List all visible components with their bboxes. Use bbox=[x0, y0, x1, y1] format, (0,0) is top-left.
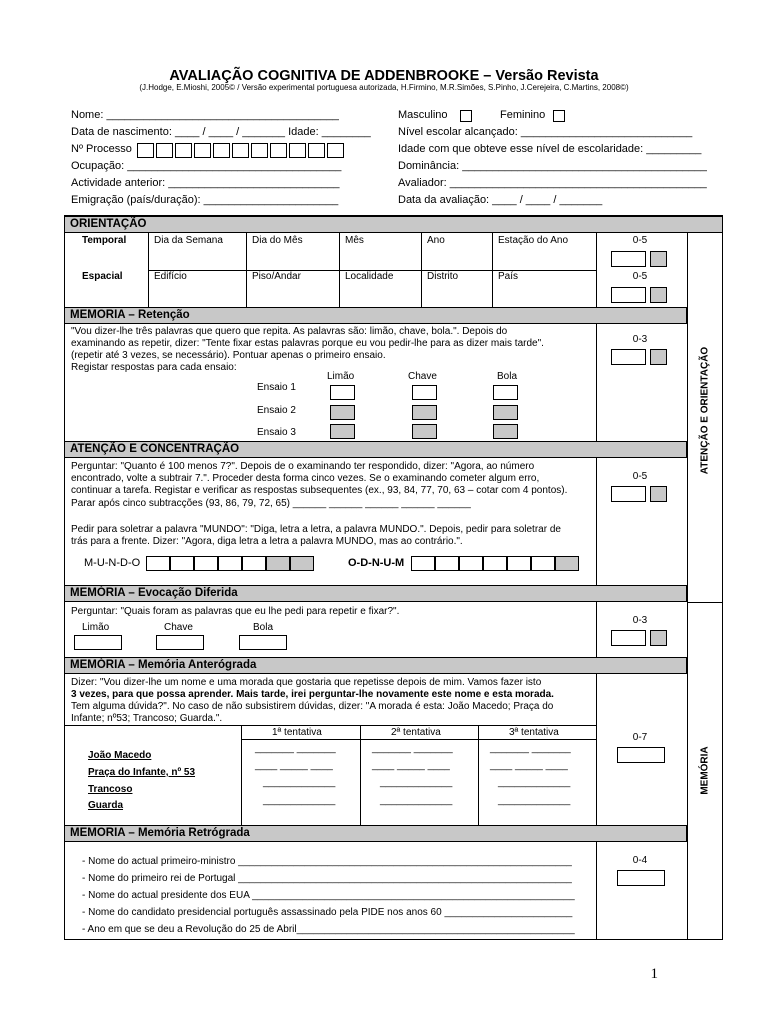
score-range: 0-7 bbox=[632, 732, 648, 743]
espacial-label: Espacial bbox=[82, 271, 123, 282]
ensaio-answer-box[interactable] bbox=[412, 385, 437, 400]
nome-field[interactable]: Nome: ______________________________________ bbox=[71, 109, 339, 121]
letter-box[interactable] bbox=[411, 556, 435, 571]
escolar-field[interactable]: Nível escolar alcançado: ____________________________ bbox=[398, 126, 693, 138]
retrograda-question[interactable]: - Ano em que se deu a Revolução do 25 de Abril__________________________________________________ bbox=[82, 924, 575, 935]
tentativa-header: 1ª tentativa bbox=[272, 727, 322, 738]
score-box[interactable] bbox=[617, 747, 665, 763]
nascimento-field[interactable]: Data de nascimento: ____ / ____ / _______ Idade: ________ bbox=[71, 126, 371, 138]
score-range: 0-4 bbox=[632, 855, 648, 866]
answer-blank[interactable]: _______ _______ bbox=[372, 743, 453, 754]
subtraction-line[interactable]: Parar após cinco subtracções (93, 86, 79, 72, 65) ______ ______ ______ ______ ______ bbox=[71, 498, 471, 509]
espacial-item: Edifício bbox=[154, 271, 187, 282]
mundo-instruction: trás para a frente. Dizer: "Agora, diga letra a letra a palavra MUNDO, mas ao contrário.". bbox=[71, 536, 463, 547]
score-range: 0-3 bbox=[632, 615, 648, 626]
retrograda-question[interactable]: - Nome do primeiro rei de Portugal ____________________________________________________________ bbox=[82, 873, 572, 884]
evocacao-answer-box[interactable] bbox=[239, 635, 287, 650]
processo-label: Nº Processo bbox=[71, 143, 132, 155]
evocacao-word: Limão bbox=[82, 622, 110, 633]
tentativa-header: 2ª tentativa bbox=[391, 727, 441, 738]
temporal-item: Ano bbox=[427, 235, 445, 246]
score-box[interactable] bbox=[617, 870, 665, 886]
letter-box[interactable] bbox=[170, 556, 194, 571]
divider bbox=[596, 458, 597, 586]
processo-digit-box[interactable] bbox=[156, 143, 173, 158]
espacial-item: Distrito bbox=[427, 271, 459, 282]
processo-digit-box[interactable] bbox=[232, 143, 249, 158]
anterograda-instruction: Infante; nº53; Trancoso; Guarda.". bbox=[71, 713, 223, 724]
retencao-instruction: examinando as repetir, dizer: "Tente fixar estas palavras porque eu vou pedir-lhe para as dizer mais tarde". bbox=[71, 338, 544, 349]
feminino-checkbox[interactable] bbox=[553, 110, 565, 122]
ensaio-answer-box[interactable] bbox=[412, 405, 437, 420]
answer-blank[interactable]: _____________ bbox=[263, 795, 336, 806]
letter-box[interactable] bbox=[194, 556, 218, 571]
divider bbox=[596, 232, 597, 308]
letter-box[interactable] bbox=[483, 556, 507, 571]
retrograda-question[interactable]: - Nome do actual primeiro-ministro ____________________________________________________________ bbox=[82, 856, 572, 867]
score-range: 0-5 bbox=[632, 271, 648, 282]
grid-line bbox=[241, 725, 242, 825]
address-line: João Macedo bbox=[88, 750, 152, 761]
max-score-box bbox=[650, 287, 667, 303]
processo-digit-box[interactable] bbox=[308, 143, 325, 158]
anterograda-instruction: 3 vezes, para que possa aprender. Mais tarde, irei perguntar-lhe novamente este nome e esta morada. bbox=[71, 689, 554, 700]
ensaio-answer-box[interactable] bbox=[493, 385, 518, 400]
answer-blank[interactable]: ____ _____ ____ bbox=[372, 760, 450, 771]
temporal-item: Estação do Ano bbox=[498, 235, 569, 246]
letter-box[interactable] bbox=[507, 556, 531, 571]
evocacao-answer-box[interactable] bbox=[74, 635, 122, 650]
retrograda-section-title: MEMORIA – Memória Retrógrada bbox=[64, 825, 687, 842]
memoria-side-label: MEMÓRIA bbox=[699, 746, 711, 795]
retencao-instruction: (repetir até 3 vezes, se necessário). Pontuar apenas o primeiro ensaio. bbox=[71, 350, 386, 361]
dominancia-field[interactable]: Dominância: ________________________________________ bbox=[398, 160, 707, 172]
divider bbox=[596, 602, 597, 658]
actividade-field[interactable]: Actividade anterior: ____________________________ bbox=[71, 177, 340, 189]
score-box[interactable] bbox=[611, 287, 646, 303]
retencao-instruction: Registar respostas para cada ensaio: bbox=[71, 362, 237, 373]
processo-digit-box[interactable] bbox=[137, 143, 154, 158]
evocacao-answer-box[interactable] bbox=[156, 635, 204, 650]
processo-digit-box[interactable] bbox=[289, 143, 306, 158]
ensaio-answer-box[interactable] bbox=[330, 405, 355, 420]
side-divider bbox=[687, 602, 723, 603]
ensaio-answer-box[interactable] bbox=[493, 424, 518, 439]
max-score-box bbox=[650, 630, 667, 646]
letter-box[interactable] bbox=[290, 556, 314, 571]
score-range: 0-3 bbox=[632, 334, 648, 345]
evocacao-word: Chave bbox=[164, 622, 193, 633]
letter-box[interactable] bbox=[555, 556, 579, 571]
temporal-item: Mês bbox=[345, 235, 364, 246]
atencao-section-title: ATENÇÃO E CONCENTRAÇÃO bbox=[64, 441, 687, 458]
divider bbox=[596, 841, 597, 940]
retencao-instruction: "Vou dizer-lhe três palavras que quero que repita. As palavras são: limão, chave, bola.". Depois do bbox=[71, 326, 508, 337]
answer-blank[interactable]: _______ _______ bbox=[490, 743, 571, 754]
mundo-label: M-U-N-D-O bbox=[84, 557, 141, 569]
answer-blank[interactable]: _______ _______ bbox=[255, 743, 336, 754]
letter-box[interactable] bbox=[531, 556, 555, 571]
score-box[interactable] bbox=[611, 630, 646, 646]
letter-box[interactable] bbox=[218, 556, 242, 571]
ensaio-answer-box[interactable] bbox=[412, 424, 437, 439]
score-box[interactable] bbox=[611, 251, 646, 267]
answer-blank[interactable]: ____ _____ ____ bbox=[490, 760, 568, 771]
feminino-label: Feminino bbox=[500, 109, 546, 121]
answer-blank[interactable]: _____________ bbox=[263, 777, 336, 788]
letter-box[interactable] bbox=[146, 556, 170, 571]
max-score-box bbox=[650, 349, 667, 365]
espacial-item: País bbox=[498, 271, 519, 282]
ensaio-label: Ensaio 1 bbox=[257, 382, 296, 393]
temporal-label: Temporal bbox=[82, 235, 127, 246]
emigracao-field[interactable]: Emigração (país/duração): ______________________ bbox=[71, 194, 339, 206]
avaliador-field[interactable]: Avaliador: __________________________________________ bbox=[398, 177, 707, 189]
grid-line bbox=[478, 725, 479, 825]
anterograda-instruction: Tem alguma dúvida?". No caso de não subsistirem dúvidas, dizer: "A morada é esta: João Macedo; Praça do bbox=[71, 701, 554, 712]
score-range: 0-5 bbox=[632, 235, 648, 246]
divider bbox=[596, 324, 597, 442]
atencao-instruction: continuar a tarefa. Registar e verificar as respostas subsequentes (ex., 93, 84, 77, 70, 63 – cotar com 4 pontos). bbox=[71, 485, 568, 496]
evocacao-word: Bola bbox=[253, 622, 274, 633]
answer-blank[interactable]: ____ _____ ____ bbox=[255, 760, 333, 771]
retrograda-question[interactable]: - Nome do actual presidente dos EUA __________________________________________________________ bbox=[82, 890, 575, 901]
grid-line bbox=[64, 725, 596, 726]
form-subtitle: (J.Hodge, E.Mioshi, 2005© / Versão experimental portuguesa autorizada, H.Firmino, M.R.Simões, S.Pinho, J.Cerejeira, C.Martins, 2008©) bbox=[139, 83, 629, 92]
word-column: Limão bbox=[327, 371, 355, 382]
atencao-instruction: encontrado, volte a subtrair 7.". Proceder desta forma cinco vezes. Se o examinando cometer algum erro, bbox=[71, 473, 540, 484]
score-box[interactable] bbox=[611, 349, 646, 365]
evocacao-instruction: Perguntar: "Quais foram as palavras que eu lhe pedi para repetir e fixar?". bbox=[71, 606, 400, 617]
processo-digit-box[interactable] bbox=[175, 143, 192, 158]
processo-digit-box[interactable] bbox=[194, 143, 211, 158]
answer-blank[interactable]: _____________ bbox=[380, 777, 453, 788]
score-range: 0-5 bbox=[632, 471, 648, 482]
address-line: Praça do Infante, nº 53 bbox=[88, 767, 196, 778]
ensaio-answer-box[interactable] bbox=[330, 385, 355, 400]
processo-digit-box[interactable] bbox=[251, 143, 268, 158]
address-line: Guarda bbox=[88, 800, 124, 811]
word-column: Bola bbox=[497, 371, 518, 382]
retrograda-question[interactable]: - Nome do candidato presidencial português assassinado pela PIDE nos anos 60 _______________________ bbox=[82, 907, 573, 918]
processo-digit-box[interactable] bbox=[327, 143, 344, 158]
evocacao-section-title: MEMÓRIA – Evocação Diferida bbox=[64, 585, 687, 602]
address-line: Trancoso bbox=[88, 784, 133, 795]
side-divider bbox=[687, 232, 688, 940]
word-column: Chave bbox=[408, 371, 437, 382]
retencao-section-title: MEMORIA – Retenção bbox=[64, 307, 687, 324]
form-title: AVALIAÇÃO COGNITIVA DE ADDENBROOKE – Versão Revista bbox=[169, 68, 599, 84]
anterograda-instruction: Dizer: "Vou dizer-lhe um nome e uma morada que gostaria que repetisse depois de mim. Vamos fazer isto bbox=[71, 677, 542, 688]
ensaio-answer-box[interactable] bbox=[330, 424, 355, 439]
score-box[interactable] bbox=[611, 486, 646, 502]
atencao-orientacao-side-label: ATENÇÃO E ORIENTAÇÃO bbox=[699, 346, 711, 475]
letter-box[interactable] bbox=[459, 556, 483, 571]
ensaio-label: Ensaio 2 bbox=[257, 405, 296, 416]
anterograda-section-title: MEMÓRIA – Memória Anterógrada bbox=[64, 657, 687, 674]
temporal-item: Dia da Semana bbox=[154, 235, 223, 246]
tentativa-header: 3ª tentativa bbox=[509, 727, 559, 738]
espacial-item: Localidade bbox=[345, 271, 394, 282]
processo-digit-box[interactable] bbox=[270, 143, 287, 158]
letter-box[interactable] bbox=[266, 556, 290, 571]
espacial-item: Piso/Andar bbox=[252, 271, 301, 282]
max-score-box bbox=[650, 251, 667, 267]
max-score-box bbox=[650, 486, 667, 502]
ensaio-answer-box[interactable] bbox=[493, 405, 518, 420]
masculino-label: Masculino bbox=[398, 109, 448, 121]
letter-box[interactable] bbox=[435, 556, 459, 571]
grid-line bbox=[241, 739, 596, 740]
mundo-instruction: Pedir para soletrar a palavra "MUNDO": "Diga, letra a letra, a palavra MUNDO.". Depois, pedir para soletrar de bbox=[71, 524, 561, 535]
answer-blank[interactable]: _____________ bbox=[498, 777, 571, 788]
data-avaliacao-field[interactable]: Data da avaliação: ____ / ____ / _______ bbox=[398, 194, 603, 206]
divider bbox=[596, 674, 597, 825]
temporal-item: Dia do Mês bbox=[252, 235, 303, 246]
ensaio-label: Ensaio 3 bbox=[257, 427, 296, 438]
orientacao-section-title: ORIENTAÇÃO bbox=[64, 216, 723, 233]
page-number: 1 bbox=[650, 966, 658, 982]
idade-escolar-field[interactable]: Idade com que obteve esse nível de escolaridade: _________ bbox=[398, 143, 702, 155]
ocupacao-field[interactable]: Ocupação: ___________________________________ bbox=[71, 160, 342, 172]
grid-line bbox=[360, 725, 361, 825]
odnum-label: O-D-N-U-M bbox=[348, 557, 405, 569]
answer-blank[interactable]: _____________ bbox=[380, 795, 453, 806]
answer-blank[interactable]: _____________ bbox=[498, 795, 571, 806]
processo-digit-box[interactable] bbox=[213, 143, 230, 158]
masculino-checkbox[interactable] bbox=[460, 110, 472, 122]
atencao-instruction: Perguntar: "Quanto é 100 menos 7?". Depois de o examinando ter respondido, dizer: "Agora, ao número bbox=[71, 461, 535, 472]
letter-box[interactable] bbox=[242, 556, 266, 571]
